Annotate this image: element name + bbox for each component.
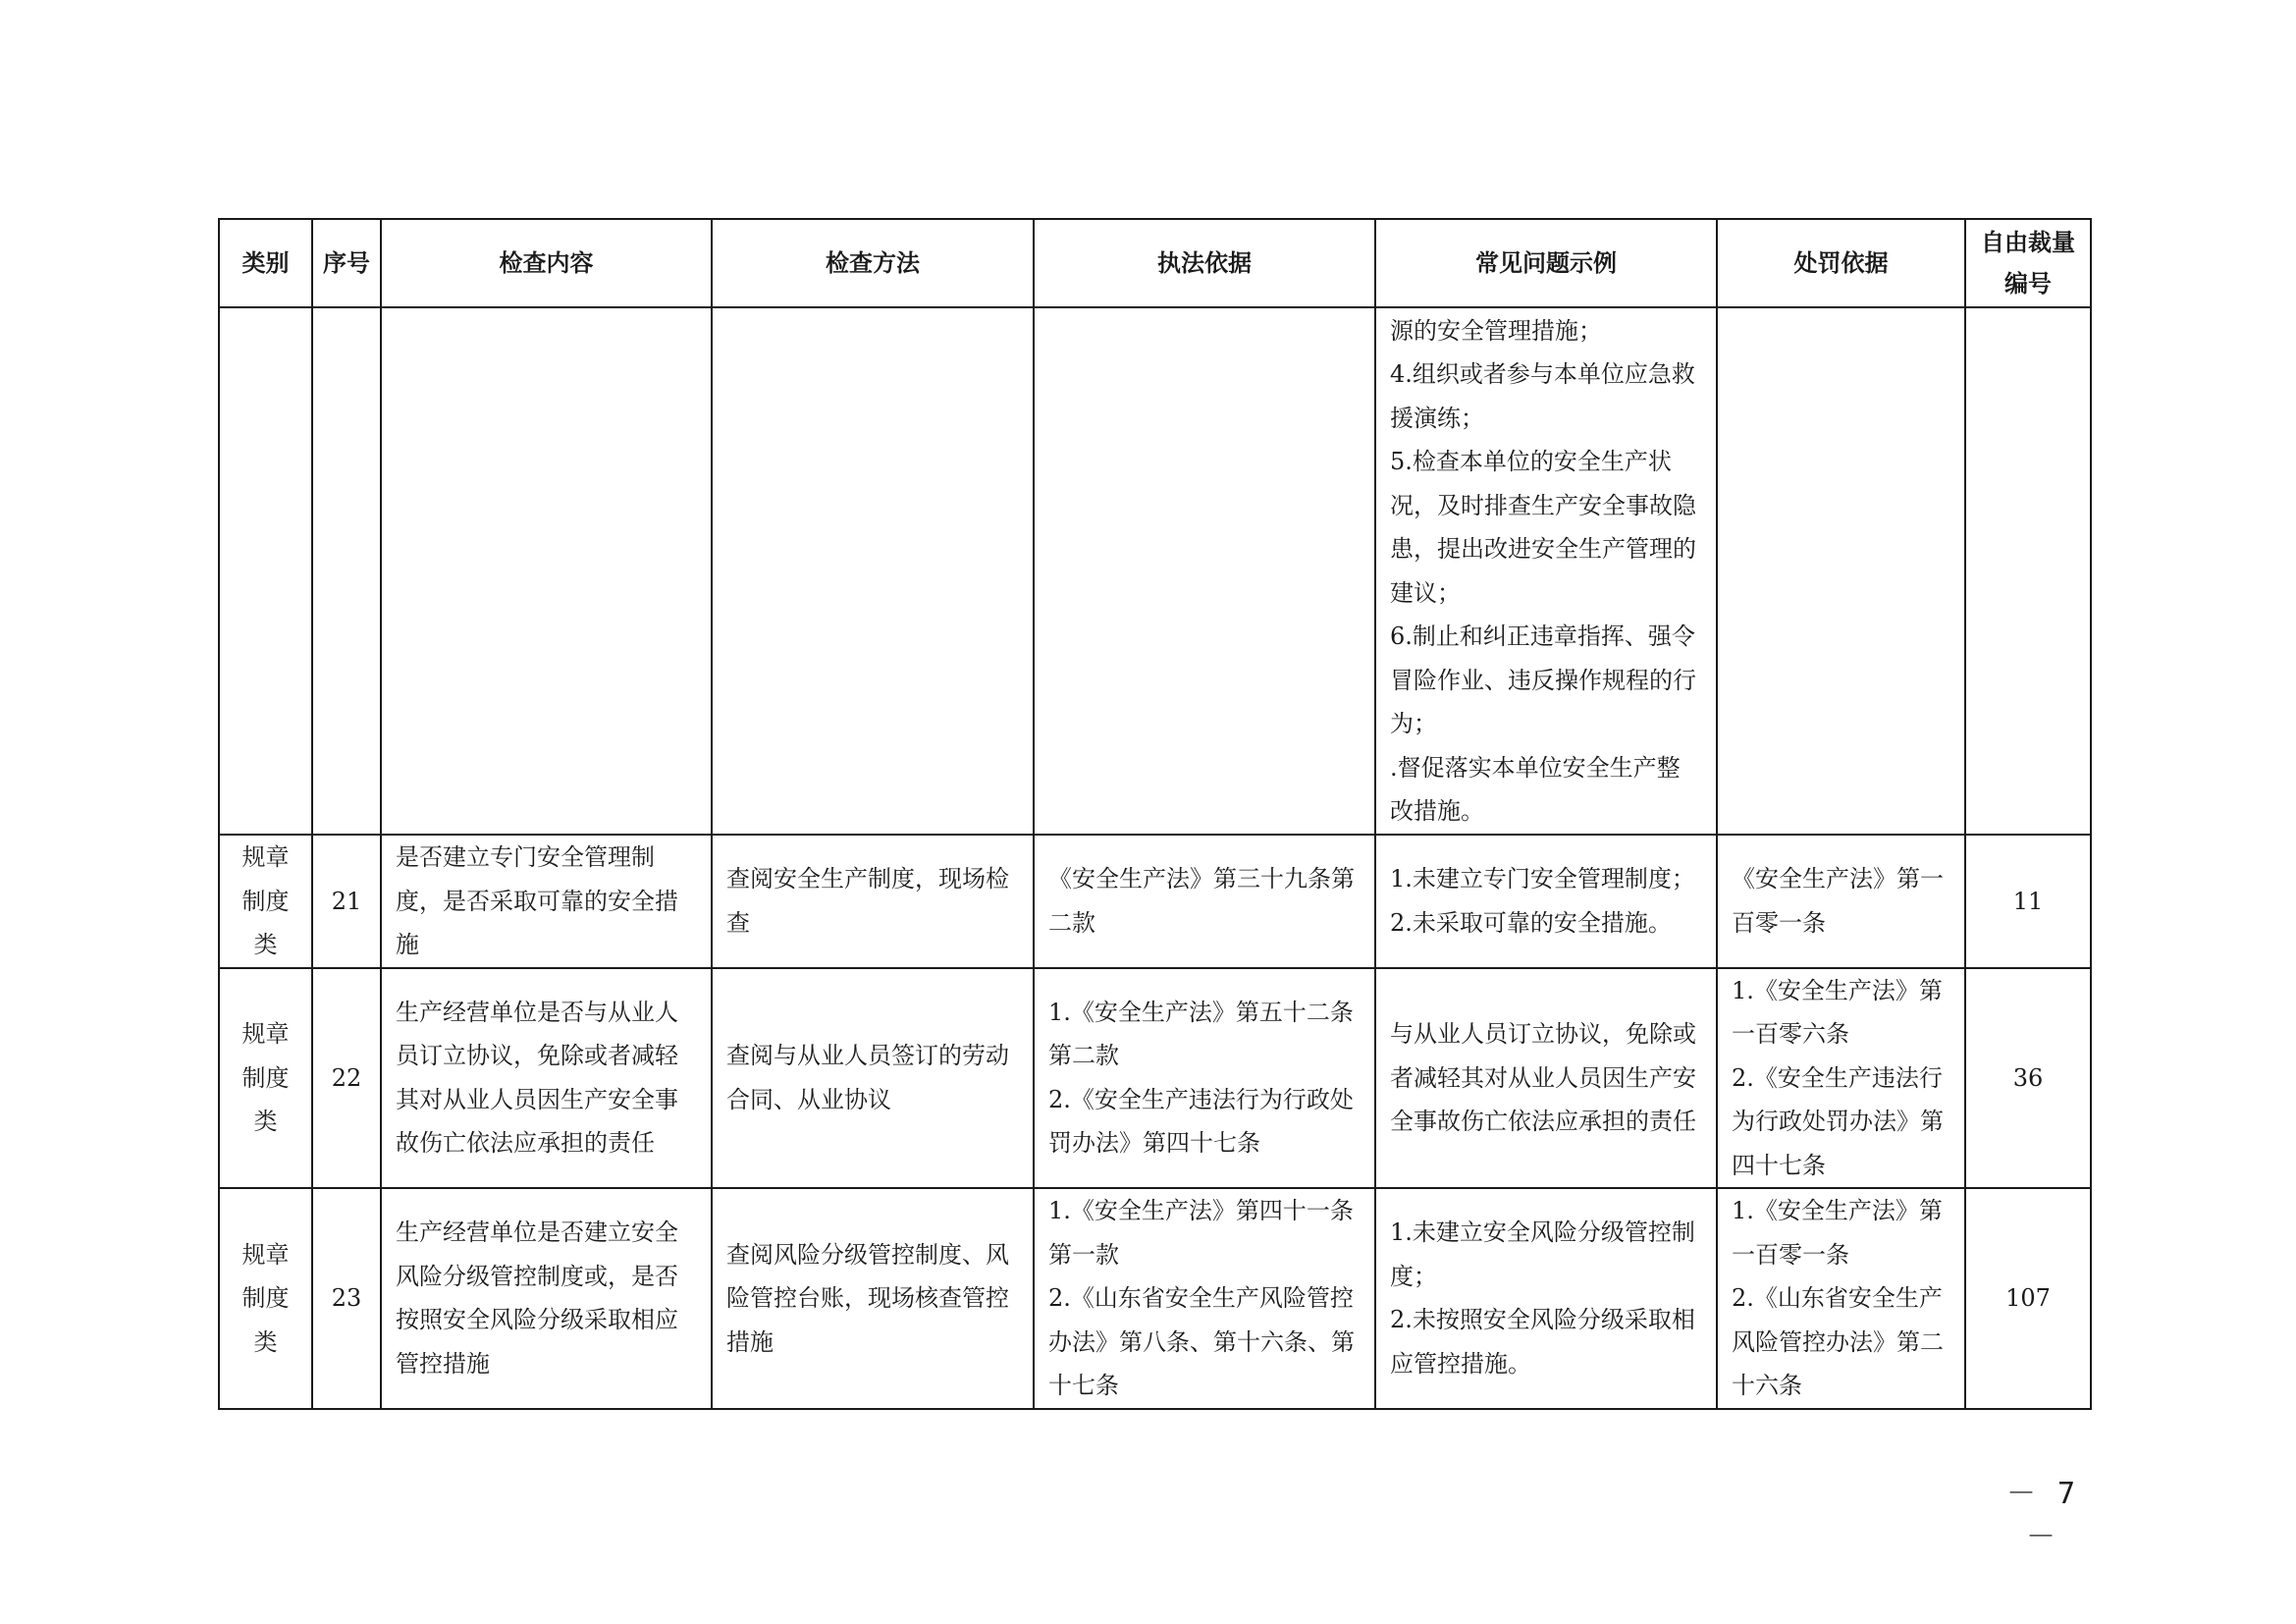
table-cell — [712, 307, 1034, 835]
problem-line: 1.未建立安全风险分级管控制度； — [1390, 1218, 1695, 1290]
page-number: － 7 － — [2005, 1477, 2078, 1554]
problem-line: 源的安全管理措施； — [1390, 316, 1602, 345]
problem-line: 与从业人员订立协议，免除或者减轻其对从业人员因生产安全事故伤亡依法应承担的责任 — [1390, 1020, 1696, 1135]
problem-line: 4.组织或者参与本单位应急救援演练； — [1390, 360, 1695, 432]
problems-cell — [1375, 968, 1717, 1189]
problems-cell — [1375, 835, 1717, 968]
number-cell: 21 — [312, 835, 381, 968]
content-cell: 是否建立专门安全管理制度，是否采取可靠的安全措施 — [381, 835, 712, 968]
method-cell: 查阅安全生产制度，现场检查 — [712, 835, 1034, 968]
problem-line: 6.制止和纠正违章指挥、强令冒险作业、违反操作规程的行为； — [1390, 623, 1696, 737]
number-cell: 22 — [312, 968, 381, 1189]
basis-line: 1.《安全生产法》第四十一条第一款 — [1048, 1197, 1354, 1269]
content-cell: 生产经营单位是否建立安全风险分级管控制度或，是否按照安全风险分级采取相应管控措施 — [381, 1188, 712, 1409]
basis-line: 1.《安全生产法》第五十二条第二款 — [1048, 998, 1354, 1070]
penalty-line: 1.《安全生产法》第一百零六条 — [1732, 976, 1943, 1048]
table-row — [219, 1188, 2091, 1409]
penalty-line: 2.《山东省安全生产风险管控办法》第二十六条 — [1732, 1284, 1944, 1399]
category-cell: 规章制度类 — [219, 1188, 312, 1409]
problems-cell — [1375, 1188, 1717, 1409]
table-row — [219, 835, 2091, 968]
header-basis: 执法依据 — [1034, 219, 1375, 307]
inspection-table — [218, 218, 2092, 1410]
table-cell — [1034, 307, 1375, 835]
basis-cell — [1034, 968, 1375, 1189]
problem-line: .督促落实本单位安全生产整改措施。 — [1390, 753, 1681, 825]
header-row — [219, 219, 2091, 307]
penalty-cell — [1717, 1188, 1965, 1409]
problem-line: 2.未按照安全风险分级采取相应管控措施。 — [1390, 1306, 1695, 1378]
penalty-line: 1.《安全生产法》第一百零一条 — [1732, 1197, 1943, 1269]
problem-line: 5.检查本单位的安全生产状况，及时排查生产安全事故隐患，提出改进安全生产管理的建议； — [1390, 448, 1696, 607]
continuation-row — [219, 307, 2091, 835]
penalty-cell — [1717, 968, 1965, 1189]
problem-line: 2.未采取可靠的安全措施。 — [1390, 908, 1672, 937]
basis-line: 2.《山东省安全生产风险管控办法》第八条、第十六条、第十七条 — [1048, 1284, 1355, 1399]
header-method: 检查方法 — [712, 219, 1034, 307]
discretion-number-cell: 107 — [1965, 1188, 2091, 1409]
table-cell — [219, 307, 312, 835]
table-cell — [381, 307, 712, 835]
regulation-table-sheet — [218, 218, 2090, 1410]
problem-line: 1.未建立专门安全管理制度； — [1390, 865, 1695, 893]
basis-line: 2.《安全生产违法行为行政处罚办法》第四十七条 — [1048, 1085, 1354, 1158]
table-cell — [1717, 307, 1965, 835]
header-problems: 常见问题示例 — [1375, 219, 1717, 307]
table-row — [219, 968, 2091, 1189]
penalty-line: 2.《安全生产违法行为行政处罚办法》第四十七条 — [1732, 1063, 1944, 1179]
penalty-line: 《安全生产法》第一百零一条 — [1732, 865, 1944, 937]
category-cell: 规章制度类 — [219, 835, 312, 968]
penalty-cell — [1717, 835, 1965, 968]
continuation-problems-cell — [1375, 307, 1717, 835]
table-cell — [1965, 307, 2091, 835]
discretion-number-cell: 11 — [1965, 835, 2091, 968]
basis-line: 《安全生产法》第三十九条第二款 — [1048, 865, 1355, 937]
number-cell: 23 — [312, 1188, 381, 1409]
header-penalty: 处罚依据 — [1717, 219, 1965, 307]
header-content: 检查内容 — [381, 219, 712, 307]
header-discretion-no: 自由裁量编号 — [1965, 219, 2091, 307]
table-cell — [312, 307, 381, 835]
header-category: 类别 — [219, 219, 312, 307]
method-cell: 查阅风险分级管控制度、风险管控台账，现场核查管控措施 — [712, 1188, 1034, 1409]
method-cell: 查阅与从业人员签订的劳动合同、从业协议 — [712, 968, 1034, 1189]
content-cell: 生产经营单位是否与从业人员订立协议，免除或者减轻其对从业人员因生产安全事故伤亡依法应承担的责任 — [381, 968, 712, 1189]
category-cell: 规章制度类 — [219, 968, 312, 1189]
header-number: 序号 — [312, 219, 381, 307]
basis-cell — [1034, 1188, 1375, 1409]
discretion-number-cell: 36 — [1965, 968, 2091, 1189]
basis-cell — [1034, 835, 1375, 968]
